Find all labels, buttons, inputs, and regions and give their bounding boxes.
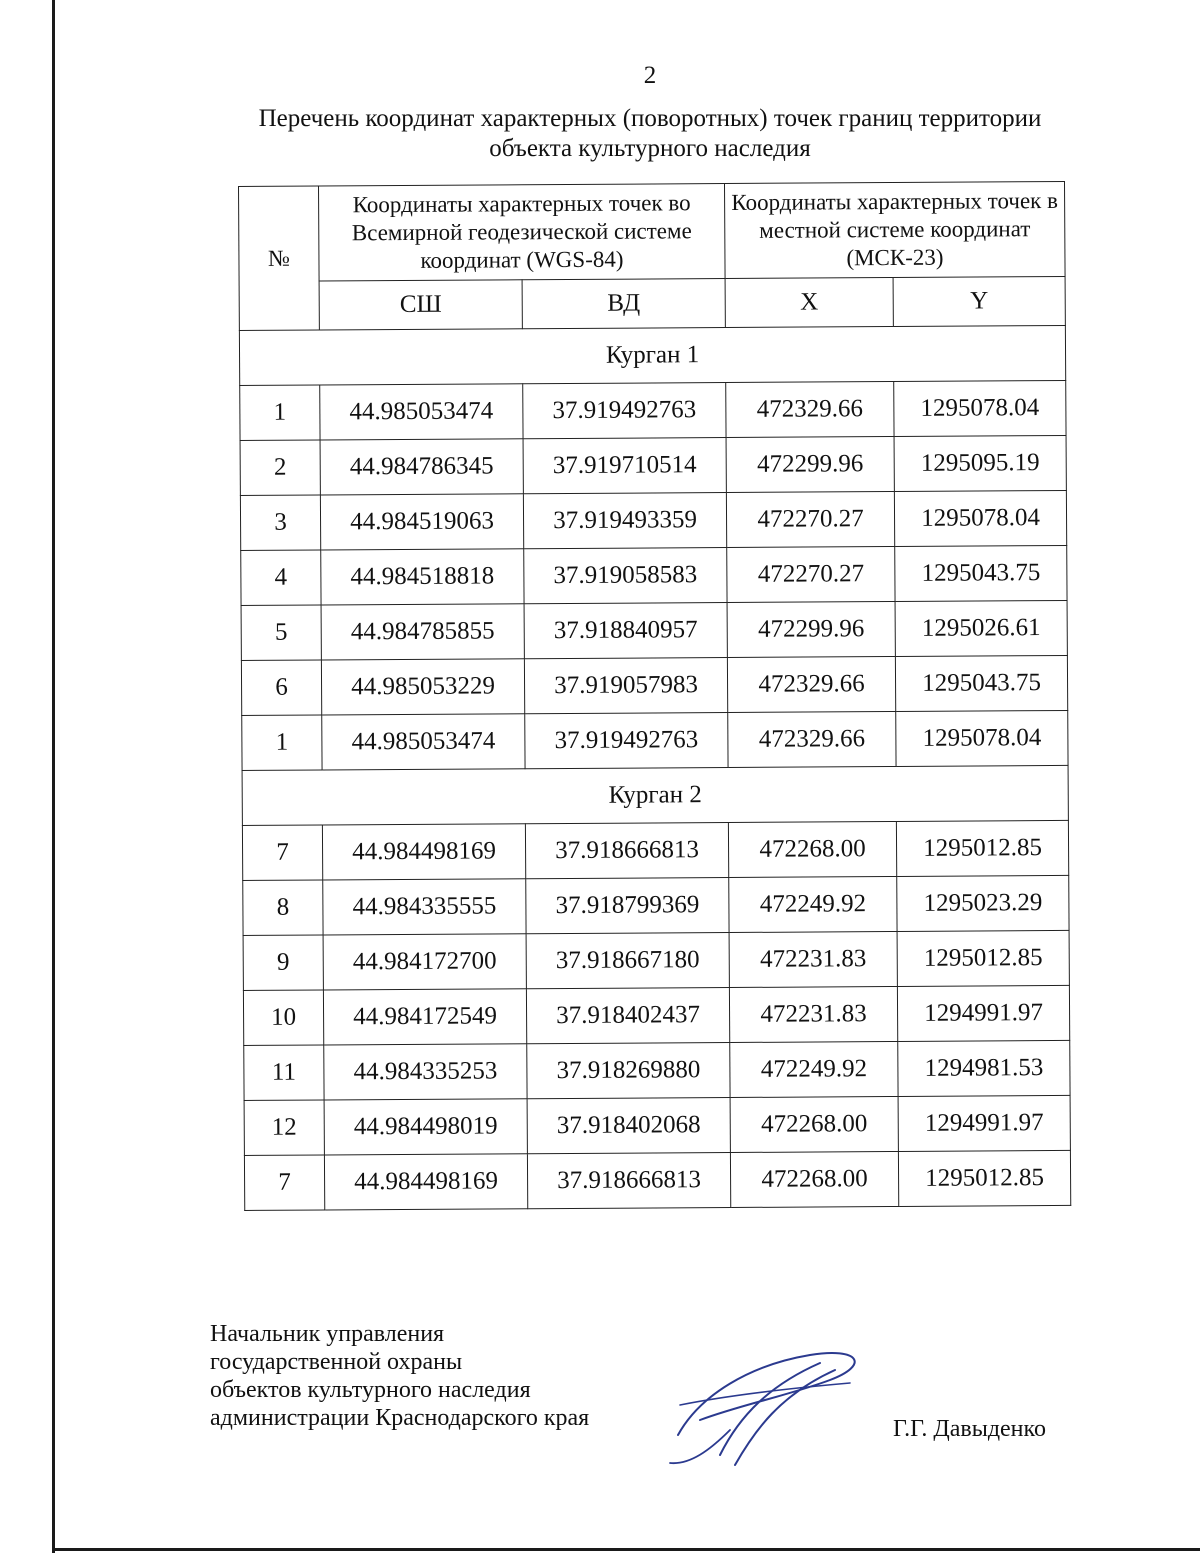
point-number-cell: 3	[240, 495, 320, 550]
x-coordinate-cell: 472249.92	[730, 1041, 898, 1097]
position-line: объектов культурного наследия	[210, 1377, 531, 1403]
table-row	[241, 600, 1067, 660]
y-coordinate-cell: 1294991.97	[898, 1095, 1070, 1151]
point-number-cell: 1	[242, 715, 322, 770]
x-coordinate-cell: 472249.92	[729, 876, 897, 932]
latitude-cell: 44.985053474	[322, 714, 525, 770]
header-longitude: ВД	[522, 279, 725, 329]
table-row	[240, 380, 1066, 440]
longitude-cell: 37.918799369	[526, 878, 729, 934]
longitude-cell: 37.918667180	[526, 933, 729, 989]
table-row	[242, 820, 1068, 880]
y-coordinate-cell: 1295026.61	[895, 600, 1067, 656]
x-coordinate-cell: 472329.66	[727, 656, 895, 712]
table-row	[241, 545, 1067, 605]
table-subheader-row	[239, 276, 1065, 330]
point-number-cell: 11	[244, 1045, 324, 1100]
table-row	[244, 1150, 1070, 1210]
point-number-cell: 5	[241, 605, 321, 660]
section-title: Курган 2	[242, 765, 1068, 825]
position-line: государственной охраны	[210, 1349, 463, 1375]
scan-edge-bottom	[52, 1548, 1200, 1551]
y-coordinate-cell: 1295095.19	[894, 435, 1066, 491]
point-number-cell: 10	[243, 990, 323, 1045]
table-row	[240, 490, 1066, 550]
latitude-cell: 44.984172549	[323, 989, 526, 1045]
x-coordinate-cell: 472268.00	[730, 1151, 898, 1207]
y-coordinate-cell: 1294981.53	[898, 1040, 1070, 1096]
header-msk23: Координаты характерных точек в местной системе координат (МСК-23)	[725, 181, 1066, 278]
longitude-cell: 37.918666813	[527, 1153, 730, 1209]
handwritten-signature	[660, 1335, 880, 1475]
header-wgs84: Координаты характерных точек во Всемирной геодезической системе координат (WGS-84)	[319, 184, 726, 281]
point-number-cell: 2	[240, 440, 320, 495]
x-coordinate-cell: 472270.27	[726, 491, 894, 547]
table-row	[243, 875, 1069, 935]
longitude-cell: 37.918269880	[527, 1043, 730, 1099]
longitude-cell: 37.919492763	[523, 383, 726, 439]
longitude-cell: 37.918402437	[526, 988, 729, 1044]
x-coordinate-cell: 472299.96	[727, 601, 895, 657]
table-row	[244, 1095, 1070, 1155]
x-coordinate-cell: 472299.96	[726, 436, 894, 492]
x-coordinate-cell: 472268.00	[728, 821, 896, 877]
latitude-cell: 44.984786345	[320, 439, 523, 495]
table-header-row	[239, 181, 1066, 281]
point-number-cell: 12	[244, 1100, 324, 1155]
latitude-cell: 44.985053229	[321, 659, 524, 715]
latitude-cell: 44.985053474	[320, 384, 523, 440]
table-row	[244, 1040, 1070, 1100]
document-title-line-2: объекта культурного наследия	[489, 135, 811, 162]
header-x: X	[725, 278, 893, 328]
y-coordinate-cell: 1294991.97	[897, 985, 1069, 1041]
x-coordinate-cell: 472231.83	[729, 931, 897, 987]
point-number-cell: 7	[242, 825, 322, 880]
longitude-cell: 37.918840957	[524, 603, 727, 659]
point-number-cell: 4	[241, 550, 321, 605]
longitude-cell: 37.918666813	[525, 823, 728, 879]
latitude-cell: 44.984498169	[324, 1154, 527, 1210]
longitude-cell: 37.919057983	[524, 658, 727, 714]
table-row	[241, 655, 1067, 715]
table-body	[239, 325, 1070, 1210]
longitude-cell: 37.919710514	[523, 438, 726, 494]
x-coordinate-cell: 472329.66	[726, 381, 894, 437]
longitude-cell: 37.919493359	[523, 493, 726, 549]
longitude-cell: 37.919058583	[524, 548, 727, 604]
longitude-cell: 37.919492763	[525, 713, 728, 769]
document-title-line-1: Перечень координат характерных (поворотных) точек границ территории	[258, 105, 1042, 132]
y-coordinate-cell: 1295023.29	[897, 875, 1069, 931]
scan-edge-left	[52, 0, 55, 1553]
position-line: Начальник управления	[210, 1321, 445, 1347]
latitude-cell: 44.984335555	[323, 879, 526, 935]
y-coordinate-cell: 1295043.75	[895, 655, 1067, 711]
latitude-cell: 44.984498169	[322, 824, 525, 880]
point-number-cell: 8	[243, 880, 323, 935]
longitude-cell: 37.918402068	[527, 1098, 730, 1154]
header-y: Y	[893, 276, 1065, 326]
signatory-name: Г.Г. Давыденко	[893, 1416, 1046, 1442]
page-number: 2	[643, 62, 657, 89]
x-coordinate-cell: 472329.66	[728, 711, 896, 767]
latitude-cell: 44.984335253	[324, 1044, 527, 1100]
section-header-row	[242, 765, 1068, 825]
coordinates-table	[238, 181, 1071, 1211]
x-coordinate-cell: 472270.27	[727, 546, 895, 602]
x-coordinate-cell: 472268.00	[730, 1096, 898, 1152]
y-coordinate-cell: 1295012.85	[896, 820, 1068, 876]
point-number-cell: 6	[241, 660, 321, 715]
latitude-cell: 44.984519063	[320, 494, 523, 550]
section-header-row	[239, 325, 1065, 385]
section-title: Курган 1	[239, 325, 1065, 385]
header-latitude: СШ	[319, 280, 522, 330]
y-coordinate-cell: 1295078.04	[896, 710, 1068, 766]
point-number-cell: 7	[244, 1155, 324, 1210]
latitude-cell: 44.984785855	[321, 604, 524, 660]
x-coordinate-cell: 472231.83	[729, 986, 897, 1042]
y-coordinate-cell: 1295012.85	[898, 1150, 1070, 1206]
position-line: администрации Краснодарского края	[210, 1405, 590, 1431]
signatory-position	[210, 1320, 589, 1432]
y-coordinate-cell: 1295078.04	[894, 380, 1066, 436]
table-row	[242, 710, 1068, 770]
latitude-cell: 44.984518818	[321, 549, 524, 605]
latitude-cell: 44.984172700	[323, 934, 526, 990]
point-number-cell: 9	[243, 935, 323, 990]
y-coordinate-cell: 1295043.75	[895, 545, 1067, 601]
table-row	[243, 930, 1069, 990]
point-number-cell: 1	[240, 385, 320, 440]
table-row	[240, 435, 1066, 495]
header-number: №	[239, 186, 320, 330]
latitude-cell: 44.984498019	[324, 1099, 527, 1155]
y-coordinate-cell: 1295012.85	[897, 930, 1069, 986]
table-row	[243, 985, 1069, 1045]
y-coordinate-cell: 1295078.04	[894, 490, 1066, 546]
document-title	[200, 104, 1100, 164]
